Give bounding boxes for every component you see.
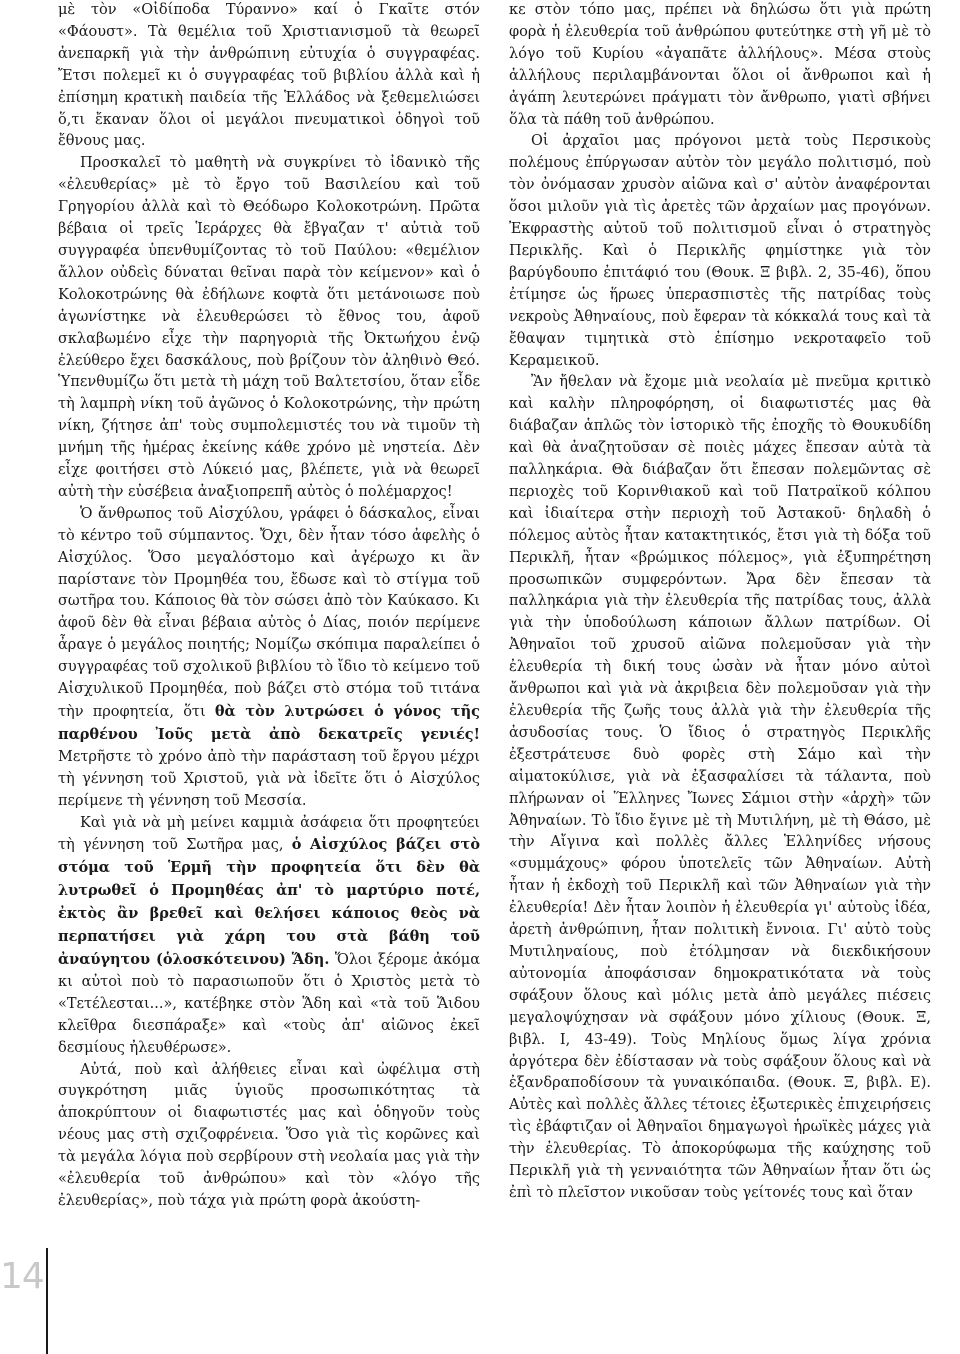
paragraph-text: Ἂν ἤθελαν νὰ ἔχομε μιὰ νεολαία μὲ πνεῦμα κριτικὸ καὶ καλὴν πληροφόρηση, οἱ διαφωτιστές μας θὰ διάβαζαν ἁπλῶς τὸν ἱστορικὸ τῆς ἐποχῆς τὸ Θουκυδίδη καὶ θὰ ἀναζητοῦσαν σὲ ποιὲς μάχες ἔπεσαν αὐτὰ τὰ παλληκάρια. Θὰ διάβαζαν ὅτι ἔπεσαν πολεμῶντας σὲ περιοχὲς τοῦ Κορινθιακοῦ καὶ τοῦ Πατραϊκοῦ κόλπου καὶ ἰδιαίτερα στὴν περιοχὴ τοῦ Ἀστακοῦ· δηλαδὴ ὁ πόλεμος αὐτὸς ἦταν κατακτητικός, ἔτσι γιὰ τὴ δόξα τοῦ Περικλῆ, ἦταν «βρώμικος πόλεμος», γιὰ ἐξυπηρέτηση προσωπικῶν συμφερόντων. Ἄρα δὲν ἔπεσαν τὰ παλληκάρια γιὰ τὴν ἐλευθερία τῆς πατρίδας τους, ἀλλὰ γιὰ τὴν ὑποδούλωση κάποιων ἄλλων πατρίδων. Οἱ Ἀθηναῖοι τοῦ χρυσοῦ αἰῶνα πολεμοῦσαν γιὰ τὴν ἐλευθερία τὴ δική τους ὡσὰν νὰ ἦταν μόνο αὐτοὶ ἄνθρωποι καὶ γιὰ νὰ ἀκριβεια δὲν πολεμοῦσαν γιὰ τὴν ἐλευθερία τῆς ζωῆς τους ἀλλὰ γιὰ τὴν ἐλευθερία τῆς ἀσυδοσίας τους. Ὁ ἴδιος ὁ στρατηγὸς Περικλῆς ἐξεστράτευσε δυὸ φορὲς στὴ Σάμο καὶ τὴν αἱματοκύλισε, γιὰ νὰ ἐξασφαλίσει τὰ τάλαντα, ποὺ πλήρωναν οἱ Ἕλληνες Ἴωνες Σάμιοι στὴν «ἀρχὴ» τῶν Ἀθηναίων. Τὸ ἴδιο ἔγινε μὲ τὴ Μυτιλήνη, μὲ τὴ Θάσο, μὲ τὴν Αἴγινα καὶ πολλὲς ἄλλες Ἑλληνίδες νήσους «συμμάχους» φόρου ὑποτελεῖς τῶν Ἀθηναίων. Αὐτὴ ἦταν ἡ ἐκδοχὴ τοῦ Περικλῆ καὶ τῶν Ἀθηναίων γιὰ τὴν ἐλευθερία! Δὲν ἦταν λοιπὸν ἡ ἐλευθερία γι' αὐτοὺς ἰδέα, ἀρετὴ ἀνθρώπινη, ἦταν πολιτικὴ ἔννοια. Γι' αὐτὸ τοὺς Μυτιληναίους, ποὺ ἐτόλμησαν νὰ διεκδικήσουν αὐτονομία ἀποφάσισαν δημοκρατικότατα νὰ τοὺς σφάξουν ὅλους καὶ μόλις μετὰ ἀπὸ μεγάλες πιέσεις μεγαλοψύχησαν νὰ σφάξουν μόνο χίλιους (Θουκ. Ξ, βιβλ. Ι, 43-49). Τοὺς Μηλίους ὅμως λίγα χρόνια ἀργότερα δὲν ἐδίστασαν νὰ τοὺς σφάξουν ὅλους καὶ νὰ ἐξανδραποδίσουν τὰ γυναικόπαιδα. (Θουκ. Ξ, βιβλ. Ε). Αὐτὲς καὶ πολλὲς ἄλλες τέτοιες ἐξωτερικὲς ἐπιχειρήσεις τὶς ἐβάφτιζαν οἱ Ἀθηναῖοι δημαγωγοὶ ἡρωϊκὲς μάχες γιὰ τὴν ἐλευθερίας. Τὸ ἀποκορύφωμα τῆς καύχησης τοῦ Περικλῆ γιὰ τὴ γενναιότητα τῶν Ἀθηναίων ἦταν ὅτι ὡς ἐπὶ τὸ πλεῖστον νικοῦσαν τοὺς γείτονές τους καὶ ὅταν <box>509 374 931 1201</box>
paragraph <box>509 131 931 372</box>
left-text-column <box>58 0 480 1213</box>
page-margin-rule <box>46 1248 48 1354</box>
paragraph-text: Μετρῆστε τὸ χρόνο ἀπὸ τὴν παράσταση τοῦ ἔργου μέχρι τὴ γέννηση τοῦ Χριστοῦ, γιὰ νὰ ἰδεῖτε ὅτι ὁ Αἰσχύλος περίμενε τὴ γέννηση τοῦ Μεσσία. <box>58 748 480 809</box>
paragraph-text: μὲ τὸν «Οἰδίποδα Τύραννο» καί ὁ Γκαῖτε στόν «Φάουστ». Τὰ θεμέλια τοῦ Χριστιανισμοῦ τὰ θεωρεῖ ἀνεπαρκῆ γιὰ τὴν ἀνθρώπινη εὐτυχία ὁ συγγραφέας. Ἔτσι πολεμεῖ κι ὁ συγγραφέας τοῦ βιβλίου ἀλλὰ καὶ ἡ ἐπίσημη κρατικὴ παιδεία τῆς Ἑλλάδος νὰ ξεθεμελιώσει ὅ,τι ἔκαναν ὅλοι οἱ μεγάλοι πνευματικοὶ ὁδηγοὶ τοῦ ἔθνους μας. <box>58 2 480 150</box>
paragraph <box>509 0 931 131</box>
paragraph <box>58 504 480 813</box>
paragraph-text: Προσκαλεῖ τὸ μαθητὴ νὰ συγκρίνει τὸ ἰδανικὸ τῆς «ἐλευθερίας» μὲ τὸ ἔργο τοῦ Βασιλείου καὶ τοῦ Γρηγορίου ἀλλὰ καὶ τὸ Θεόδωρο Κολοκοτρώνη. Πρῶτα βέβαια οἱ τρεῖς Ἱεράρχες θὰ ἔβγαζαν τ' αὐτιὰ τοῦ συγγραφέα ὑπενθυμίζοντας τὸ τοῦ Παύλου: «θεμέλιον ἄλλον οὐδεὶς δύναται θεῖναι παρὰ τὸν κείμενον» καὶ ὁ Κολοκοτρώνης θὰ ἐδήλωνε κοφτὰ ὅτι μετάνοιωσε ποὺ ἀγωνίστηκε νὰ ἐλευθερώσει τὸ ἔθνος του, ἀφοῦ σκλαβωμένο εἶχε τὴν παρηγοριὰ τῆς Ὀκτωήχου ἐνῷ ἐλεύθερο ἔχει δασκάλους, ποὺ βρίζουν τὸν ἀληθινὸ Θεό. Ὑπενθυμίζω ὅτι μετὰ τὴ μάχη τοῦ Βαλτετσίου, ὅταν εἶδε τὴ λαμπρὴ νίκη τοῦ ἀγῶνος ὁ Κολοκοτρώνης, τὴν πρώτη νίκη, ζήτησε ἀπ' τοὺς συμπολεμιστές του νὰ τιμοῦν τὴ μνήμη τῆς ἡμέρας ἐκείνης κάθε χρόνο μὲ νηστεία. Δὲν εἶχε φοιτήσει στὸ Λύκειό μας, βλέπετε, γιὰ νὰ θεωρεῖ αὐτὴ τὴν εὐσέβεια ἀναξιοπρεπῆ αὐτὸς ὁ πολέμαρχος! <box>58 155 480 500</box>
paragraph-text: κε στὸν τόπο μας, πρέπει νὰ δηλώσω ὅτι γιὰ πρώτη φορὰ ἡ ἐλευθερία τοῦ ἀνθρώπου φυτεύτηκε στὴ γῆ μὲ τὸ λόγο τοῦ Κυρίου «ἀγαπᾶτε ἀλλήλους». Μέσα στοὺς ἀλλήλους περιλαμβάνονται ὅλοι οἱ ἄνθρωποι καὶ ἡ ἀγάπη λευτερώνει πράγματι τὸν ἄνθρωπο, γιατὶ σβήνει ὅλα τὰ πάθη τοῦ ἀνθρώπου. <box>509 2 931 128</box>
paragraph <box>509 372 931 1204</box>
paragraph-text: Ὁ ἄνθρωπος τοῦ Αἰσχύλου, γράφει ὁ δάσκαλος, εἶναι τὸ κέντρο τοῦ σύμπαντος. Ὄχι, δὲν ἦταν τόσο ἀφελὴς ὁ Αἰσχύλος. Ὅσο μεγαλόστομο καὶ ἀγέρωχο κι ἂν παρίστανε τὸν Προμηθέα του, ἔδωσε καὶ τὸ στίγμα τοῦ σωτῆρα του. Κάποιος θὰ τὸν σώσει ἀπὸ τὸν Καύκασο. Κι ἀφοῦ δὲν θὰ εἶναι βέβαια αὐτὸς ὁ Δίας, ποιόν περίμενε ἆραγε ὁ μεγάλος ποιητής; Νομίζω σκόπιμα παραλείπει ὁ συγγραφέας τοῦ σχολικοῦ βιβλίου τὸ ἴδιο τὸ κείμενο τοῦ Αἰσχυλικοῦ Προμηθέα, ποὺ βάζει στὸ στόμα τοῦ τιτάνα τὴν προφητεία, ὅτι <box>58 505 480 720</box>
paragraph <box>58 813 480 1060</box>
right-text-column <box>509 0 931 1205</box>
paragraph-text: Καὶ γιὰ νὰ μὴ μείνει καμμιὰ ἀσάφεια ὅτι προφητεύει τὴ γέννηση τοῦ Σωτῆρα μας, <box>58 814 480 854</box>
bold-emphasis: ὁ Αἰσχύλος βάζει στὸ στόμα τοῦ Ἑρμῆ τὴν προφητεία ὅτι δὲν θὰ λυτρωθεῖ ὁ Προμηθέας ἀπ' τὸ μαρτύριο ποτέ, ἐκτὸς ἂν βρεθεῖ καὶ θελήσει κάποιος θεὸς νὰ περπατήσει γιὰ χάρη του στὰ βάθη τοῦ ἀναύγητου (ὁλοσκότεινου) Ἅδη. <box>58 836 480 968</box>
bold-emphasis: θὰ τὸν λυτρώσει ὁ γόνος τῆς παρθένου Ἰοῦς μετὰ ἀπὸ δεκατρεῖς γενιές! <box>58 703 480 743</box>
paragraph-text: Οἱ ἀρχαῖοι μας πρόγονοι μετὰ τοὺς Περσικοὺς πολέμους ἐπύργωσαν αὐτὸν τὸν μεγάλο πολιτισμό, ποὺ τὸν ὀνόμασαν χρυσὸν αἰῶνα καὶ σ' αὐτὸν ἀναφέρονται ὅσοι μιλοῦν γιὰ τὶς ἀρετὲς τῶν ἀρχαίων μας προγόνων. Ἐκφραστὴς αὐτοῦ τοῦ πολιτισμοῦ εἶναι ὁ στρατηγὸς Περικλῆς. Καὶ ὁ Περικλῆς φημίστηκε γιὰ τὸν βαρύγδουπο ἐπιτάφιό του (Θουκ. Ξ βιβλ. 2, 35-46), ὅπου ἐτίμησε ὡς ἥρωες ὑπερασπιστὲς τῆς πατρίδας τοὺς νεκροὺς Ἀθηναίους, ποὺ ἔφεραν τὰ κόκκαλά τους καὶ τὰ ἔθαψαν τιμητικὰ στὸ ἐπίσημο νεκροταφεῖο τοῦ Κεραμεικοῦ. <box>509 133 931 369</box>
page-number: 14 <box>0 1256 44 1297</box>
paragraph <box>58 1060 480 1213</box>
paragraph <box>58 0 480 153</box>
paragraph-text: Ὅλοι ξέρομε ἀκόμα κι αὐτοὶ ποὺ τὸ παρασιωποῦν ὅτι ὁ Χριστὸς μετὰ τὸ «Τετέλεσται...», κατέβηκε στὸν Ἅδη καὶ «τὰ τοῦ Ἅιδου κλεῖθρα διεσπάραξε» καὶ «τοὺς ἀπ' αἰῶνος ἐκεῖ δεσμίους ἠλευθέρωσε». <box>58 951 480 1056</box>
paragraph <box>58 153 480 504</box>
paragraph-text: Αὐτά, ποὺ καὶ ἀλήθειες εἶναι καὶ ὠφέλιμα στὴ συγκρότηση μιᾶς ὑγιοῦς προσωπικότητας τὰ ἀποκρύπτουν οἱ διαφωτιστές μας καὶ ὁδηγοῦν τοὺς νέους μας στὴ σχιζοφρένεια. Ὅσο γιὰ τὶς κορῶνες καὶ τὰ μεγάλα λόγια ποὺ σερβίρουν στὴ νεολαία μας γιὰ τὴν «ἐλευθερία τοῦ ἀνθρώπου» καὶ τὸν «λόγο τῆς ἐλευθερίας», ποὺ τάχα γιὰ πρώτη φορὰ ἀκούστη- <box>58 1061 480 1209</box>
